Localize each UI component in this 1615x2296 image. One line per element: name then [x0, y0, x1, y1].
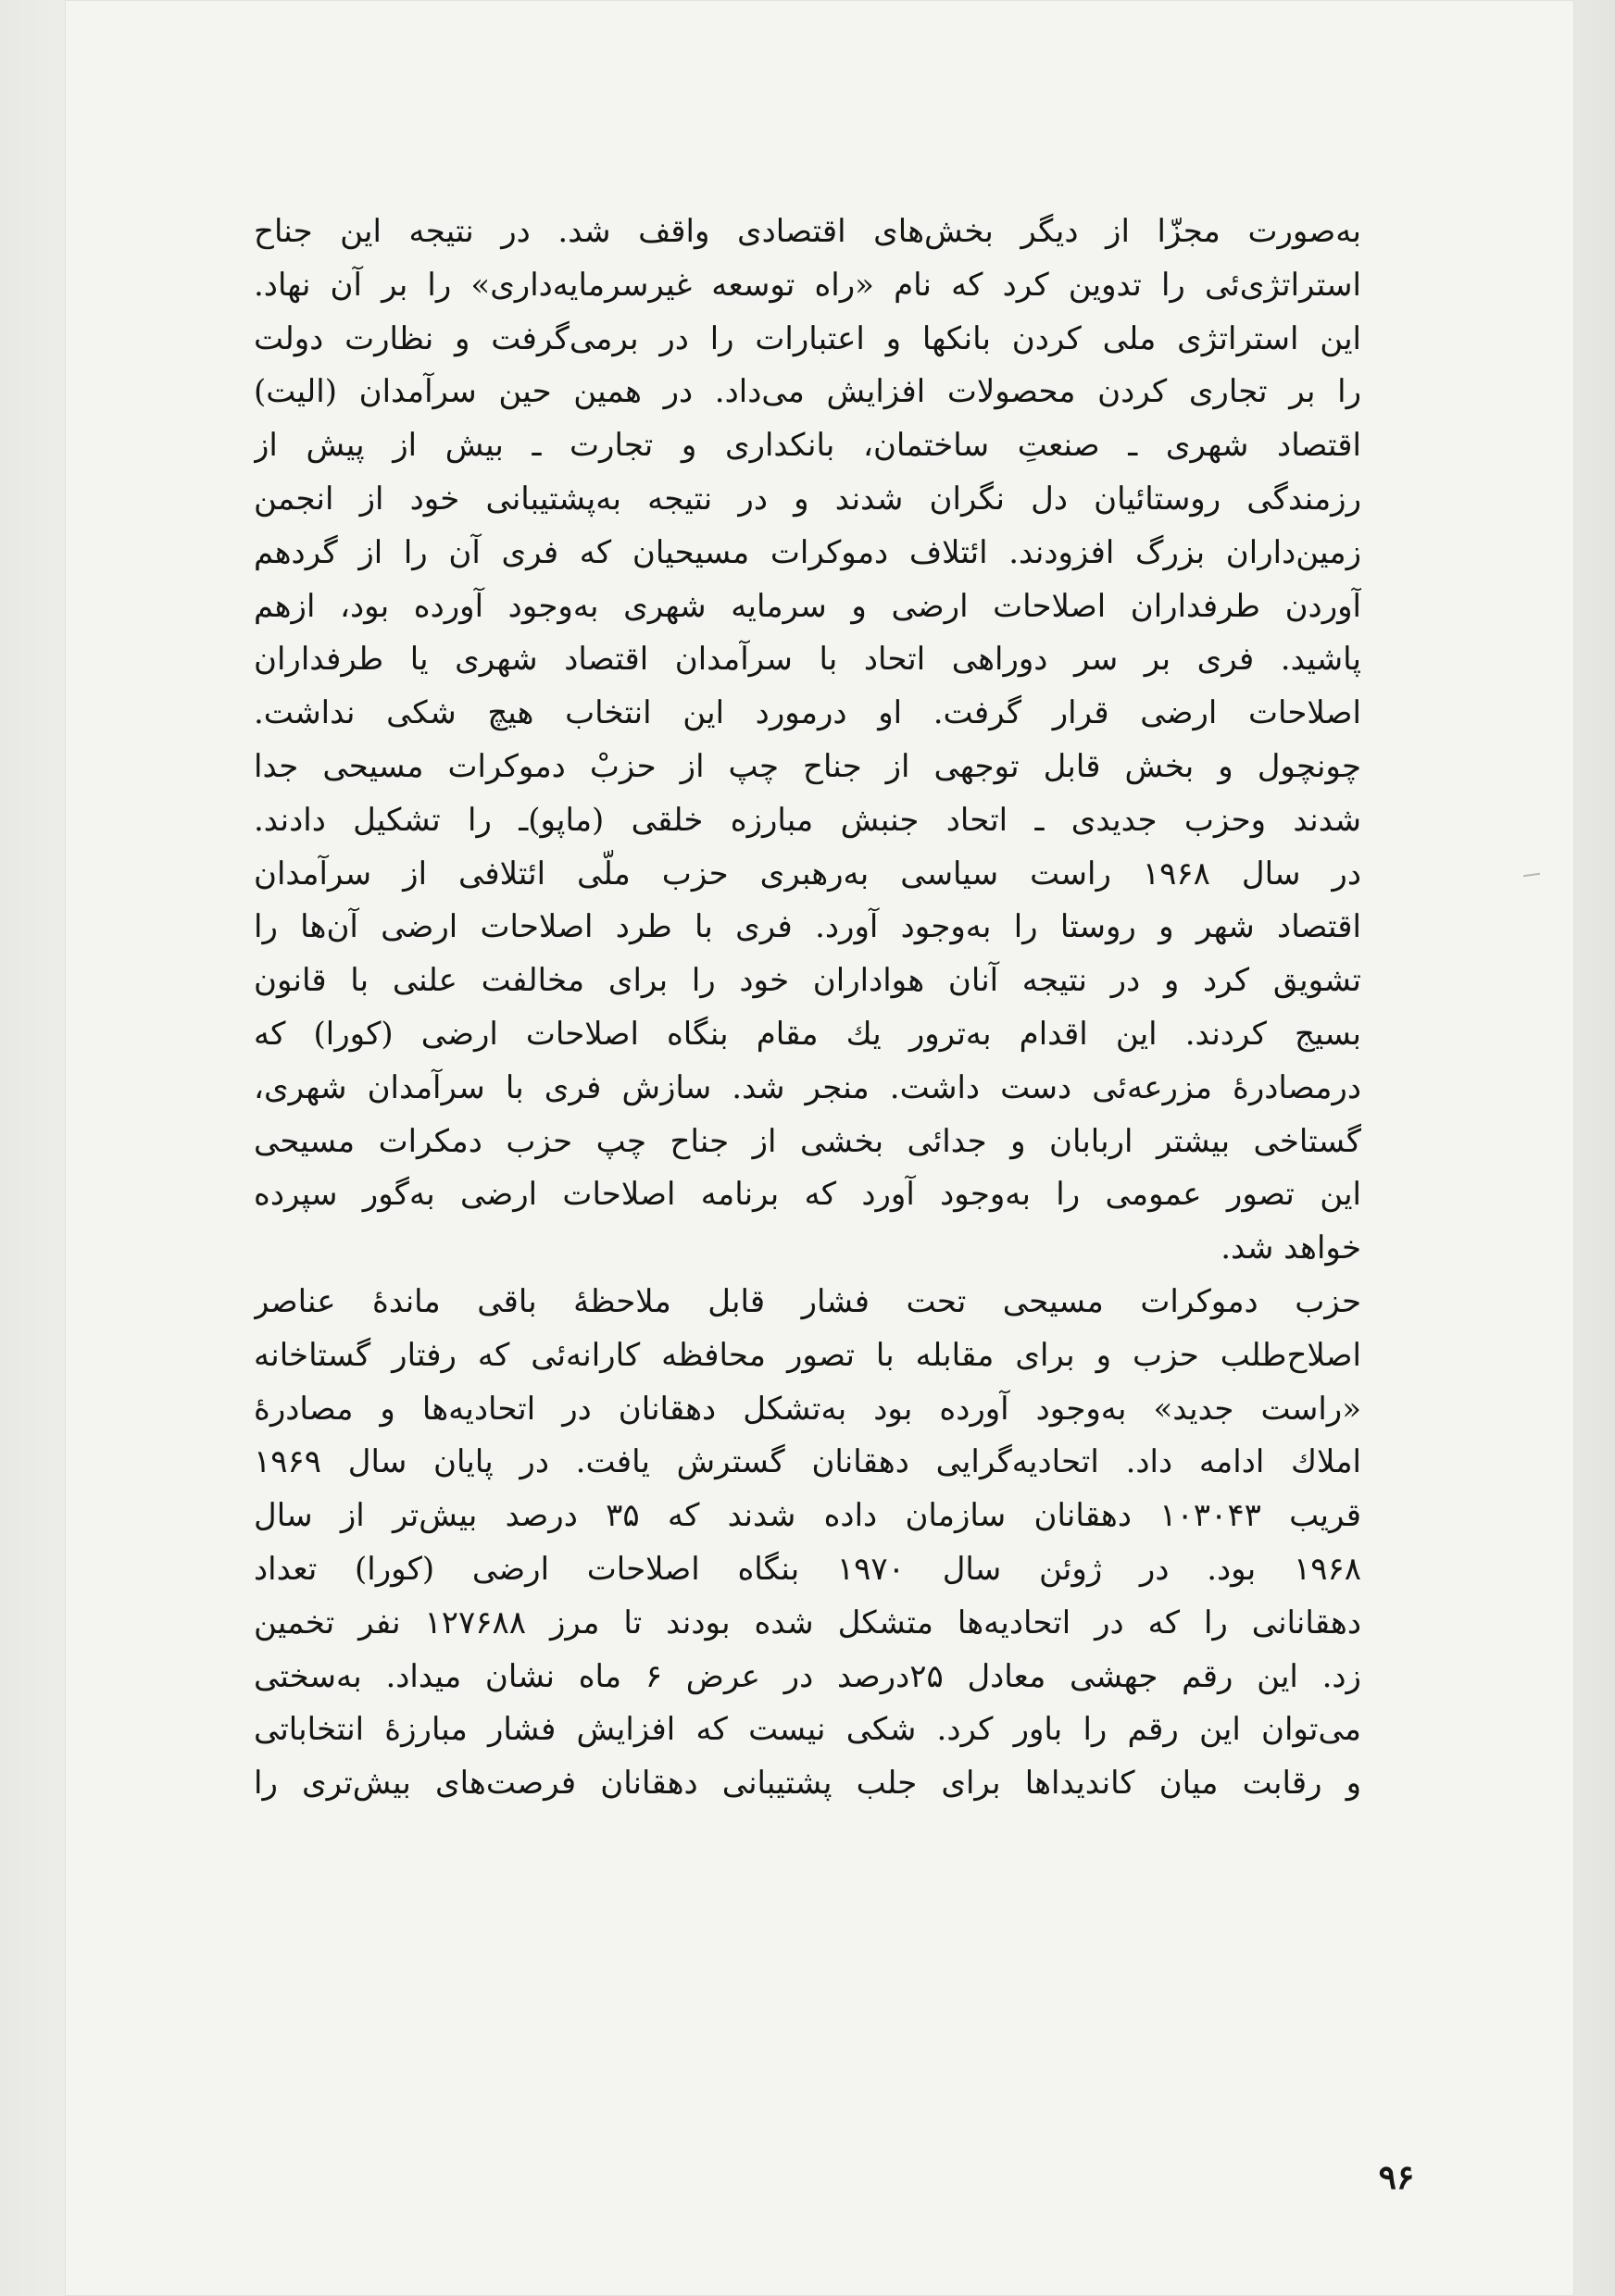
text-line: بسیج کردند. این اقدام به‌ترور یك مقام بنگاه اصلاحات ارضی (کورا) که — [254, 1015, 1361, 1053]
text-line: «راست جدید» به‌وجود آورده بود به‌تشکل دهقانان در اتحادیه‌ها و مصادرهٔ — [254, 1390, 1361, 1428]
text-line: ۱۹۶۸ بود. در ژوئن سال ۱۹۷۰ بنگاه اصلاحات ارضی (کورا) تعداد — [254, 1550, 1361, 1588]
text-line: درمصادرهٔ مزرعه‌ئی دست داشت. منجر شد. سازش فری با سرآمدان شهری، — [254, 1068, 1361, 1106]
text-line: را بر تجاری کردن محصولات افزایش می‌داد. در همین حین سرآمدان (الیت) — [254, 373, 1361, 411]
body-text — [254, 206, 1361, 1811]
text-line: به‌صورت مجزّا از دیگر بخش‌های اقتصادی واقف شد. در نتیجه این جناح — [254, 213, 1361, 250]
text-line: آوردن طرفداران اصلاحات ارضی و سرمایه شهری به‌وجود آورده بود، ازهم — [254, 587, 1361, 625]
paragraph-end-line: خواهد شد. — [1221, 1229, 1361, 1267]
text-line: املاك ادامه داد. اتحادیه‌گرایی دهقانان گسترش یافت. در پایان سال ۱۹۶۹ — [254, 1443, 1361, 1481]
text-line: استراتژی‌ئی را تدوین کرد که نام «راه توسعه غیرسرمایه‌داری» را بر آن نهاد. — [254, 266, 1361, 304]
text-line: و رقابت میان کاندیداها برای جلب پشتیبانی دهقانان فرصت‌های بیش‌تری را — [254, 1765, 1361, 1803]
text-line: می‌توان این رقم را باور کرد. شکی نیست که افزایش فشار مبارزهٔ انتخاباتی — [254, 1711, 1361, 1749]
text-line: اصلاح‌طلب حزب و برای مقابله با تصور محافظه کارانه‌ئی که رفتار گستاخانه — [254, 1336, 1361, 1374]
text-line: اصلاحات ارضی قرار گرفت. او درمورد این انتخاب هیچ شکی نداشت. — [254, 694, 1361, 732]
text-line: این استراتژی ملی کردن بانکها و اعتبارات را در برمی‌گرفت و نظارت دولت — [254, 319, 1361, 357]
text-line: شدند وحزب جدیدی ـ اتحاد جنبش مبارزه خلقی (ماپو)ـ را تشکیل دادند. — [254, 801, 1361, 839]
text-line: دهقانانی را که در اتحادیه‌ها متشکل شده بودند تا مرز ۱۲۷۶۸۸ نفر تخمین — [254, 1603, 1361, 1641]
text-line: زمین‌داران بزرگ افزودند. ائتلاف دموکرات مسیحیان که فری آن را از گردهم — [254, 533, 1361, 571]
text-line: زد. این رقم جهشی معادل ۲۵درصد در عرض ۶ ماه نشان میداد. به‌سختی — [254, 1657, 1361, 1695]
text-line: در سال ۱۹۶۸ راست سیاسی به‌رهبری حزب ملّی ائتلافی از سرآمدان — [254, 855, 1361, 892]
text-line: اقتصاد شهری ـ صنعتِ ساختمان، بانکداری و تجارت ـ بیش از پیش از — [254, 427, 1361, 465]
text-line: حزب دموکرات مسیحی تحت فشار قابل ملاحظهٔ باقی ماندهٔ عناصر — [254, 1282, 1361, 1320]
text-line: قریب ۱۰۳۰۴۳ دهقانان سازمان داده شدند که ۳۵ درصد بیش‌تر از سال — [254, 1497, 1361, 1535]
text-line: چونچول و بخش قابل توجهی از جناح چپ از حزبْ دموکرات مسیحی جدا — [254, 747, 1361, 785]
text-line: این تصور عمومی را به‌وجود آورد که برنامه اصلاحات ارضی به‌گور سپرده — [254, 1176, 1361, 1214]
text-line: پاشید. فری بر سر دوراهی اتحاد با سرآمدان اقتصاد شهری یا طرفداران — [254, 641, 1361, 679]
page-number: ۹۶ — [1378, 2158, 1415, 2197]
text-line: اقتصاد شهر و روستا را به‌وجود آورد. فری با طرد اصلاحات ارضی آن‌ها را — [254, 908, 1361, 946]
text-line: رزمندگی روستائیان دل نگران شدند و در نتیجه به‌پشتیبانی خود از انجمن — [254, 480, 1361, 518]
text-line: تشویق کرد و در نتیجه آنان هواداران خود را برای مخالفت علنی با قانون — [254, 962, 1361, 1000]
text-line: گستاخی بیشتر اربابان و جدائی بخشی از جناح چپ حزب دمکرات مسیحی — [254, 1122, 1361, 1160]
